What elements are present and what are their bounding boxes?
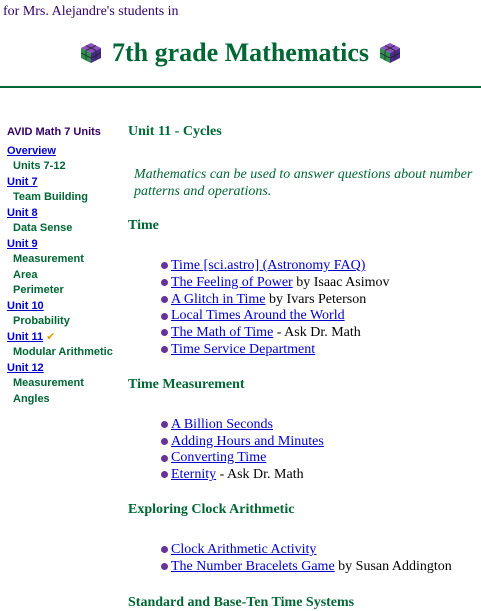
- link-list: [128, 542, 473, 576]
- link-local-times-around-the-world[interactable]: Local Times Around the World: [171, 308, 345, 324]
- sidebar-heading: AVID Math 7 Units: [7, 126, 101, 138]
- bullet-icon: [161, 296, 168, 303]
- sidebar-group-unit-8: [7, 206, 119, 237]
- bullet-icon: [161, 279, 168, 286]
- sidebar-subitem: Modular Arithmetic: [13, 346, 113, 358]
- sidebar-group-unit-10: [7, 299, 119, 330]
- sidebar-group-unit-11: [7, 330, 119, 361]
- link-attribution: - Ask Dr. Math: [273, 325, 361, 341]
- link-attribution: by Ivars Peterson: [265, 291, 367, 307]
- bullet-icon: [161, 438, 168, 445]
- link-list: [128, 258, 473, 359]
- link-a-billion-seconds[interactable]: A Billion Seconds: [171, 416, 273, 432]
- section-title-standard-and-base-ten-time-systems: Standard and Base-Ten Time Systems: [128, 594, 355, 610]
- sidebar-subitem: Data Sense: [13, 222, 73, 234]
- link-converting-time[interactable]: Converting Time: [171, 450, 267, 466]
- header-divider: [0, 86, 481, 88]
- section-title-exploring-clock-arithmetic: Exploring Clock Arithmetic: [128, 501, 295, 517]
- list-item: [161, 292, 473, 309]
- cube-icon: [80, 42, 102, 64]
- sidebar-group-unit-12: [7, 361, 119, 408]
- link-attribution: by Susan Addington: [334, 558, 452, 574]
- sidebar-nav: [7, 125, 119, 407]
- intro-line: for Mrs. Alejandre's students in: [3, 4, 179, 19]
- page-title: 7th grade Mathematics: [111, 38, 370, 67]
- bullet-icon: [161, 313, 168, 320]
- list-item: [161, 342, 473, 359]
- list-item: [161, 258, 473, 275]
- list-item: [161, 467, 473, 484]
- sidebar-item-unit-7[interactable]: Unit 7: [7, 175, 38, 188]
- sidebar-subitem: Measurement: [13, 377, 84, 389]
- sidebar-item-unit-11[interactable]: Unit 11: [7, 330, 44, 343]
- link-time-service-department[interactable]: Time Service Department: [171, 341, 316, 357]
- link-list: [128, 417, 473, 484]
- list-item: [161, 275, 473, 292]
- bullet-icon: [161, 563, 168, 570]
- unit-intro: Mathematics can be used to answer questions about number patterns and operations.: [134, 167, 473, 199]
- link-time-sci-astro-astronomy-faq[interactable]: Time [sci.astro] (Astronomy FAQ): [171, 258, 366, 273]
- section-title-time: Time: [128, 218, 159, 233]
- bullet-icon: [161, 471, 168, 478]
- sidebar-item-overview[interactable]: Overview: [7, 144, 56, 157]
- sidebar-items: [7, 144, 119, 408]
- bullet-icon: [161, 346, 168, 353]
- sidebar-subitem: Area: [13, 268, 38, 281]
- sidebar-item-unit-10[interactable]: Unit 10: [7, 299, 44, 312]
- checkmark-icon: ✔: [46, 330, 56, 343]
- sidebar-subitem: Units 7-12: [13, 160, 66, 172]
- list-item: [161, 308, 473, 325]
- page-header: [0, 38, 481, 68]
- sidebar-subitem: Angles: [13, 392, 50, 405]
- bullet-icon: [161, 546, 168, 553]
- link-clock-arithmetic-activity[interactable]: Clock Arithmetic Activity: [171, 541, 317, 557]
- list-item: [161, 450, 473, 467]
- list-item: [161, 542, 473, 559]
- bullet-icon: [161, 455, 168, 462]
- link-adding-hours-and-minutes[interactable]: Adding Hours and Minutes: [171, 433, 324, 449]
- sidebar-item-unit-8[interactable]: Unit 8: [7, 206, 38, 219]
- sidebar-group-overview: [7, 144, 119, 175]
- main-content: [128, 124, 473, 611]
- link-the-feeling-of-power[interactable]: The Feeling of Power: [171, 274, 293, 290]
- sidebar-item-unit-9[interactable]: Unit 9: [7, 237, 38, 250]
- bullet-icon: [161, 329, 168, 336]
- sidebar-subitem: Team Building: [13, 191, 88, 203]
- sidebar-group-unit-9: [7, 237, 119, 299]
- bullet-icon: [161, 262, 168, 269]
- link-attribution: by Isaac Asimov: [292, 274, 390, 290]
- list-item: [161, 417, 473, 434]
- link-the-math-of-time[interactable]: The Math of Time: [171, 325, 274, 341]
- link-the-number-bracelets-game[interactable]: The Number Bracelets Game: [171, 558, 335, 574]
- list-item: [161, 434, 473, 451]
- sidebar-item-unit-12[interactable]: Unit 12: [7, 361, 44, 374]
- sidebar-subitem: Perimeter: [13, 284, 64, 296]
- unit-title: Unit 11 - Cycles: [128, 124, 222, 139]
- list-item: [161, 559, 473, 576]
- bullet-icon: [161, 421, 168, 428]
- link-eternity[interactable]: Eternity: [171, 467, 217, 483]
- sidebar-subitem: Measurement: [13, 253, 84, 265]
- sections: [128, 218, 473, 611]
- cube-icon: [379, 42, 401, 64]
- section-title-time-measurement: Time Measurement: [128, 376, 245, 392]
- link-a-glitch-in-time[interactable]: A Glitch in Time: [171, 291, 266, 307]
- list-item: [161, 325, 473, 342]
- sidebar-group-unit-7: [7, 175, 119, 206]
- sidebar-subitem: Probability: [13, 315, 70, 327]
- link-attribution: - Ask Dr. Math: [216, 467, 304, 483]
